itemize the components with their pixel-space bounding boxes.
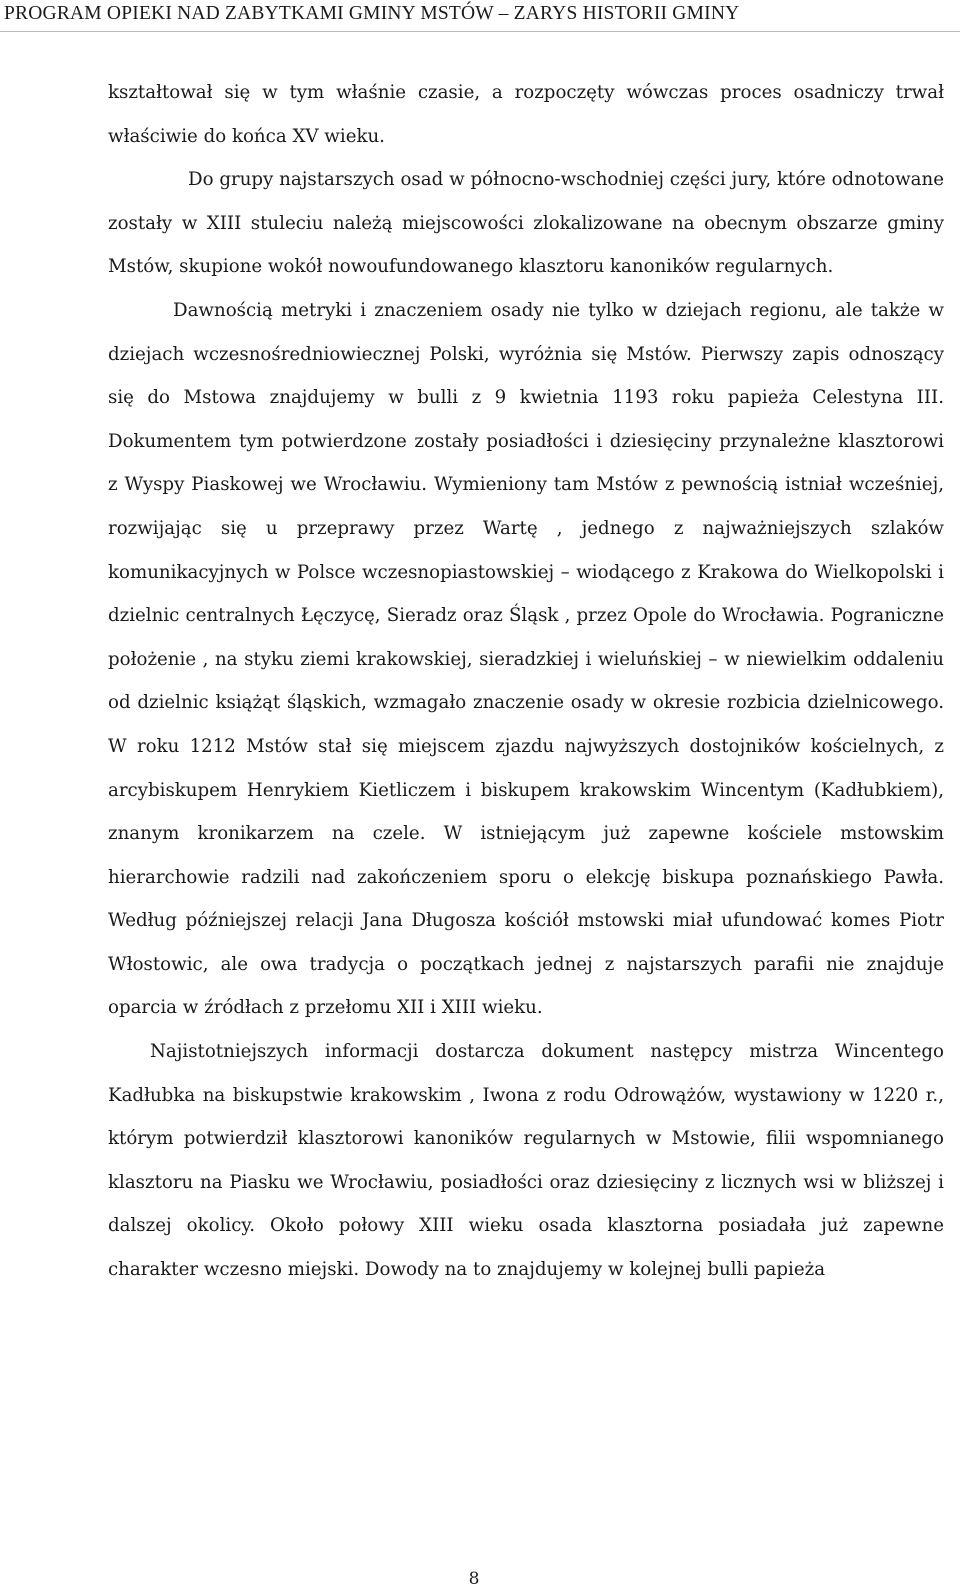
paragraph-1: kształtował się w tym właśnie czasie, a rozpoczęty wówczas proces osadniczy trwał właściwie do końca XV wieku. <box>108 82 944 147</box>
running-header: PROGRAM OPIEKI NAD ZABYTKAMI GMINY MSTÓW – ZARYS HISTORII GMINY <box>4 3 740 24</box>
paragraph-2: Do grupy najstarszych osad w północno-wschodniej części jury, które odnotowane zostały w XIII stuleciu należą miejscowości zlokalizowane na obecnym obszarze gminy Mstów, skupione wokół nowoufundowanego klasztoru kanoników regularnych. <box>108 169 944 278</box>
paragraph-4: Najistotniejszych informacji dostarcza dokument następcy mistrza Wincentego Kadłubka na biskupstwie krakowskim , Iwona z rodu Odrowążów, wystawiony w 1220 r., którym potwierdził klasztorowi kanoników regularnych w Mstowie, filii wspomnianego klasztoru na Piasku we Wrocławiu, posiadłości oraz dziesięciny z licznych wsi w bliższej i dalszej okolicy. Około połowy XIII wieku osada klasztorna posiadała już zapewne charakter wczesno miejski. Dowody na to znajdujemy w kolejnej bulli papieża <box>108 1041 944 1281</box>
header-divider <box>0 31 960 32</box>
body-text <box>108 71 944 1292</box>
paragraph-3: Dawnością metryki i znaczeniem osady nie tylko w dziejach regionu, ale także w dziejach wczesnośredniowiecznej Polski, wyróżnia się Mstów. Pierwszy zapis odnoszący się do Mstowa znajdujemy w bulli z 9 kwietnia 1193 roku papieża Celestyna III. Dokumentem tym potwierdzone zostały posiadłości i dziesięciny przynależne klasztorowi z Wyspy Piaskowej we Wrocławiu. Wymieniony tam Mstów z pewnością istniał wcześniej, rozwijając się u przeprawy przez Wartę , jednego z najważniejszych szlaków komunikacyjnych w Polsce wczesnopiastowskiej – wiodącego z Krakowa do Wielkopolski i dzielnic centralnych Łęczycę, Sieradz oraz Śląsk , przez Opole do Wrocławia. Pograniczne położenie , na styku ziemi krakowskiej, sieradzkiej i wieluńskiej – w niewielkim oddaleniu od dzielnic książąt śląskich, wzmagało znaczenie osady w okresie rozbicia dzielnicowego. W roku 1212 Mstów stał się miejscem zjazdu najwyższych dostojników kościelnych, z arcybiskupem Henrykiem Kietliczem i biskupem krakowskim Wincentym (Kadłubkiem), znanym kronikarzem na czele. W istniejącym już zapewne kościele mstowskim hierarchowie radzili nad zakończeniem sporu o elekcję biskupa poznańskiego Pawła. Według późniejszej relacji Jana Długosza kościół mstowski miał ufundować komes Piotr Włostowic, ale owa tradycja o początkach jednej z najstarszych parafii nie znajduje oparcia w źródłach z przełomu XII i XIII wieku. <box>108 299 944 1019</box>
page-number: 8 <box>468 1569 480 1589</box>
